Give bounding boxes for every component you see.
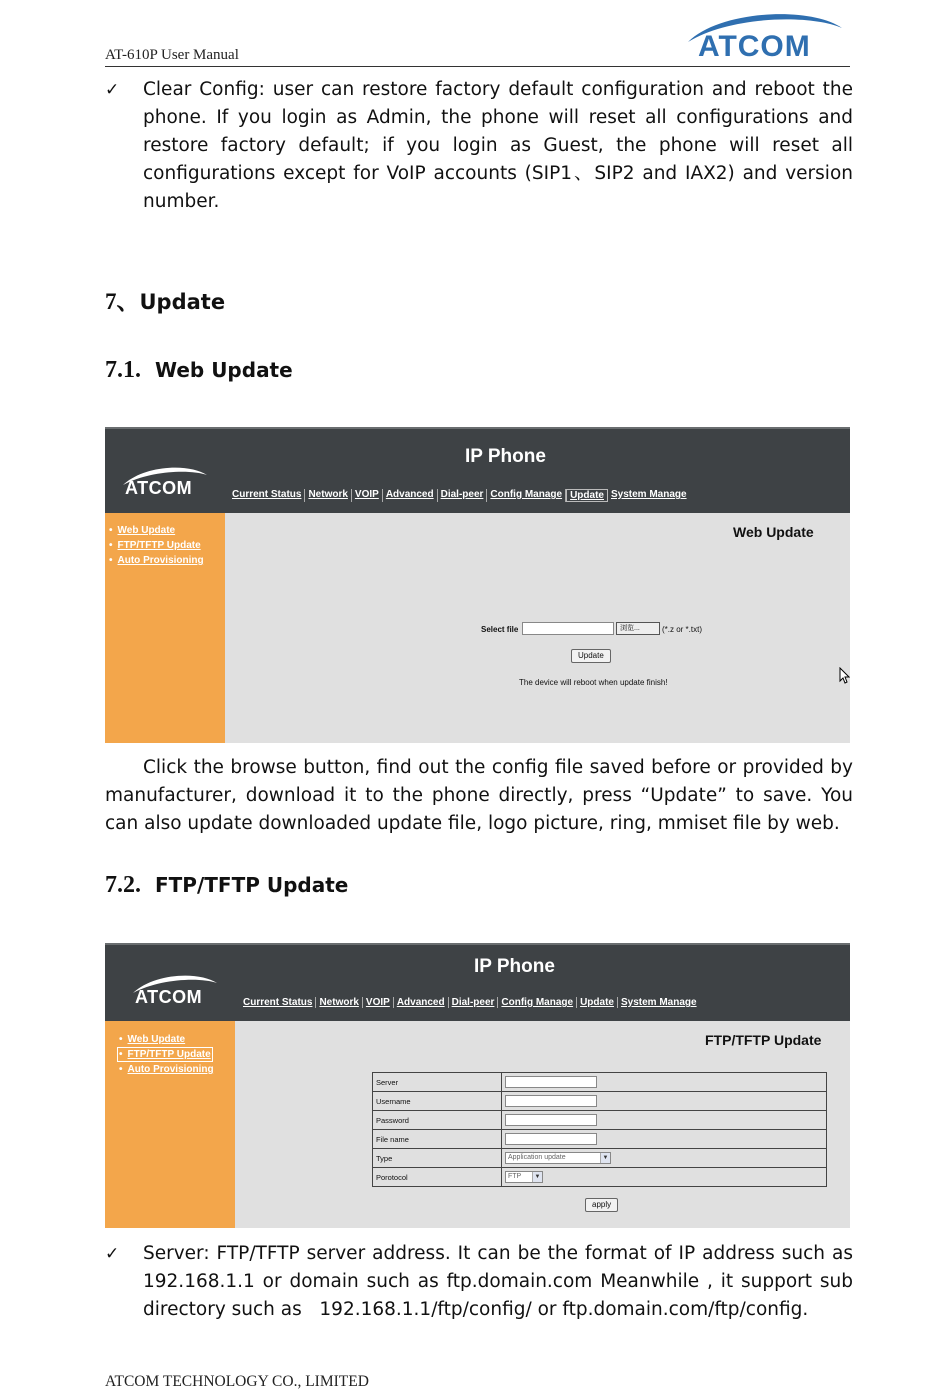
apply-button[interactable]: apply — [585, 1198, 618, 1212]
protocol-select[interactable] — [505, 1171, 543, 1183]
sidebar — [105, 1021, 235, 1228]
nav-network[interactable]: Network — [316, 997, 362, 1008]
nav-advanced[interactable]: Advanced — [383, 489, 438, 502]
main-nav — [240, 997, 700, 1008]
nav-voip[interactable]: VOIP — [363, 997, 394, 1008]
select-file-label: Select file — [481, 625, 519, 634]
nav-advanced[interactable]: Advanced — [394, 997, 449, 1008]
browse-button[interactable]: 浏览... — [616, 622, 660, 635]
brand-logo: ATCOM — [125, 478, 193, 498]
page-heading: FTP/TFTP Update — [705, 1032, 822, 1048]
table-row — [373, 1149, 827, 1168]
nav-current-status[interactable]: Current Status — [240, 997, 316, 1008]
nav-system-manage[interactable]: System Manage — [620, 997, 697, 1008]
nav-current-status[interactable]: Current Status — [229, 489, 305, 502]
file-type-hint: (*.z or *.txt) — [662, 625, 703, 634]
nav-network[interactable]: Network — [305, 489, 351, 502]
check-icon: ✓ — [105, 80, 120, 100]
clear-config-text: Clear Config: user can restore factory default configuration and reboot the phone. If you login as Admin, the phone will reset all configurations and restore factory default; if you login as Guest, the phone will reset all configurations except for VoIP accounts (SIP1、SIP2 and IAX2) and version number. — [143, 79, 853, 212]
brand-logo: ATCOM — [135, 987, 203, 1007]
sidebar — [105, 513, 225, 743]
file-name-label: File name — [373, 1130, 502, 1149]
logo-text: ATCOM — [698, 30, 811, 63]
mouse-cursor-icon — [839, 667, 850, 685]
file-path-input[interactable] — [522, 622, 614, 635]
section-7-heading — [105, 283, 225, 316]
clear-config-bullet — [105, 76, 853, 216]
table-row — [373, 1092, 827, 1111]
type-select[interactable] — [505, 1152, 611, 1164]
nav-voip[interactable]: VOIP — [352, 489, 383, 502]
nav-update[interactable]: Update — [566, 489, 608, 502]
top-bar — [105, 943, 850, 1021]
type-select-value: Application update — [508, 1154, 566, 1161]
table-row — [373, 1073, 827, 1092]
nav-config-manage[interactable]: Config Manage — [498, 997, 577, 1008]
sidebar-item-ftp-tftp-update[interactable]: • FTP/TFTP Update — [119, 1049, 211, 1060]
protocol-select-value: FTP — [508, 1173, 522, 1180]
file-name-input[interactable] — [505, 1133, 597, 1145]
sidebar-item-web-update[interactable]: • Web Update — [119, 1034, 185, 1045]
password-input[interactable] — [505, 1114, 597, 1126]
main-nav — [229, 489, 690, 502]
server-input[interactable] — [505, 1076, 597, 1088]
sidebar-item-ftp-tftp-update[interactable]: • FTP/TFTP Update — [109, 540, 201, 551]
server-text: Server: FTP/TFTP server address. It can be the format of IP address such as 192.168.1.1 or domain such as ftp.domain.com Meanwhile , it support sub directory such as 192.168.1.1/ftp/config/ or ftp.domain.com/ftp/config. — [143, 1243, 859, 1320]
password-label: Password — [373, 1111, 502, 1130]
web-update-screenshot — [105, 427, 850, 743]
nav-config-manage[interactable]: Config Manage — [487, 489, 566, 502]
nav-system-manage[interactable]: System Manage — [610, 489, 687, 500]
section-7-2-heading — [105, 872, 348, 899]
app-title: IP Phone — [465, 446, 546, 467]
type-label: Type — [373, 1149, 502, 1168]
ftp-settings-table — [372, 1072, 827, 1187]
section-title: Web Update — [155, 358, 293, 382]
nav-dial-peer[interactable]: Dial-peer — [449, 997, 499, 1008]
section-title: Update — [139, 290, 226, 314]
section-title: FTP/TFTP Update — [155, 873, 349, 897]
check-icon: ✓ — [105, 1244, 120, 1264]
server-label: Server — [373, 1073, 502, 1092]
nav-update[interactable]: Update — [577, 997, 618, 1008]
table-row — [373, 1111, 827, 1130]
reboot-note: The device will reboot when update finish! — [519, 678, 668, 687]
web-update-description — [105, 754, 853, 838]
protocol-label: Porotocol — [373, 1168, 502, 1187]
section-7-1-heading — [105, 357, 293, 384]
table-row — [373, 1130, 827, 1149]
atcom-logo — [680, 8, 850, 68]
sidebar-item-web-update[interactable]: • Web Update — [109, 525, 175, 536]
chevron-down-icon: ▼ — [532, 1172, 542, 1182]
content-area — [235, 1021, 850, 1228]
top-bar — [105, 427, 850, 513]
section-number: 7.1. — [105, 357, 141, 383]
update-button[interactable]: Update — [571, 649, 611, 663]
sidebar-item-auto-provisioning[interactable]: • Auto Provisioning — [119, 1064, 214, 1075]
username-input[interactable] — [505, 1095, 597, 1107]
sidebar-item-auto-provisioning[interactable]: • Auto Provisioning — [109, 555, 204, 566]
footer-company: ATCOM TECHNOLOGY CO., LIMITED — [105, 1373, 369, 1390]
page-heading: Web Update — [733, 524, 814, 540]
chevron-down-icon: ▼ — [600, 1153, 610, 1163]
username-label: Username — [373, 1092, 502, 1111]
header-divider — [105, 66, 850, 67]
section-number: 7、 — [105, 289, 140, 314]
app-title: IP Phone — [474, 956, 555, 977]
section-number: 7.2. — [105, 872, 141, 898]
nav-dial-peer[interactable]: Dial-peer — [438, 489, 488, 502]
manual-title: AT-610P User Manual — [105, 47, 239, 63]
table-row — [373, 1168, 827, 1187]
server-bullet — [105, 1240, 859, 1324]
web-update-description-text: Click the browse button, find out the config file saved before or provided by manufacturer, download it to the phone directly, press “Update” to save. You can also update downloaded update file, logo picture, ring, mmiset file by web. — [105, 757, 853, 834]
ftp-tftp-update-screenshot — [105, 943, 850, 1228]
content-area — [225, 513, 850, 743]
